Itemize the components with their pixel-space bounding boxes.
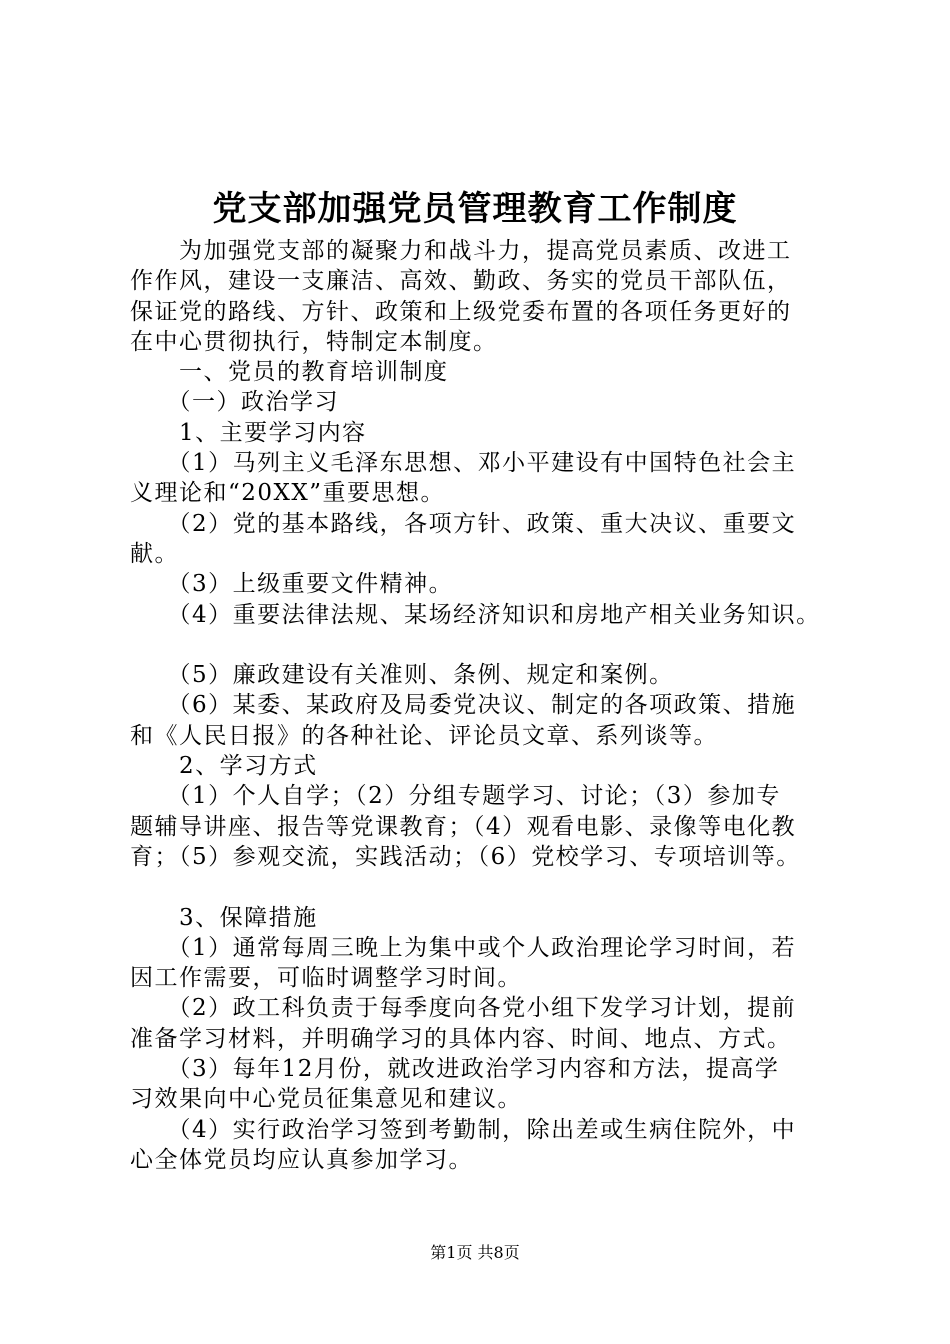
body-line: （5）廉政建设有关准则、条例、规定和案例。: [130, 662, 674, 689]
body-line: （4）实行政治学习签到考勤制，除出差或生病住院外，中: [130, 1116, 797, 1143]
body-line: 义理论和“20XX”重要思想。: [130, 480, 446, 507]
body-line: 作作风，建设一支廉洁、高效、勤政、务实的党员干部队伍，: [130, 268, 792, 295]
body-line: 习效果向中心党员征集意见和建议。: [130, 1086, 522, 1113]
body-line: 献。: [130, 540, 179, 567]
item-heading: 2、学习方式: [130, 753, 318, 780]
body-line: 在中心贯彻执行，特制定本制度。: [130, 328, 498, 355]
document-title: 党支部加强党员管理教育工作制度: [212, 189, 738, 229]
body-line: 育；（5）参观交流，实践活动；（6）党校学习、专项培训等。: [130, 843, 801, 870]
body-line: （4）重要法律法规、某场经济知识和房地产相关业务知识。: [130, 601, 821, 628]
blank-line: [130, 872, 836, 902]
body-line: 为加强党支部的凝聚力和战斗力，提高党员素质、改进工: [130, 238, 792, 264]
page-number: 第1页 共8页: [430, 1243, 520, 1262]
body-line: （1）个人自学；（2）分组专题学习、讨论；（3）参加专: [130, 783, 781, 810]
document-body: [130, 236, 836, 1175]
item-heading: 3、保障措施: [130, 904, 318, 931]
body-line: （3）每年12月份，就改进政治学习内容和方法，提高学: [130, 1056, 780, 1083]
body-line: （2）党的基本路线，各项方针、政策、重大决议、重要文: [130, 510, 797, 537]
body-line: 心全体党员均应认真参加学习。: [130, 1146, 473, 1173]
body-line: （2）政工科负责于每季度向各党小组下发学习计划，提前: [130, 995, 797, 1022]
body-line: （3）上级重要文件精神。: [130, 571, 454, 598]
subsection-heading: （一）政治学习: [130, 389, 339, 416]
body-line: 因工作需要，可临时调整学习时间。: [130, 965, 522, 992]
body-line: （1）马列主义毛泽东思想、邓小平建设有中国特色社会主: [130, 450, 797, 477]
body-line: （1）通常每周三晚上为集中或个人政治理论学习时间，若: [130, 934, 797, 961]
body-line: 题辅导讲座、报告等党课教育；（4）观看电影、录像等电化教: [130, 813, 797, 840]
body-line: 准备学习材料，并明确学习的具体内容、时间、地点、方式。: [130, 1025, 792, 1052]
blank-line: [130, 630, 836, 660]
body-line: 和《人民日报》的各种社论、评论员文章、系列谈等。: [130, 722, 718, 749]
body-line: 保证党的路线、方针、政策和上级党委布置的各项任务更好的: [130, 298, 792, 325]
body-line: （6）某委、某政府及局委党决议、制定的各项政策、措施: [130, 692, 797, 719]
section-heading: 一、党员的教育培训制度: [130, 359, 449, 386]
item-heading: 1、主要学习内容: [130, 419, 367, 446]
